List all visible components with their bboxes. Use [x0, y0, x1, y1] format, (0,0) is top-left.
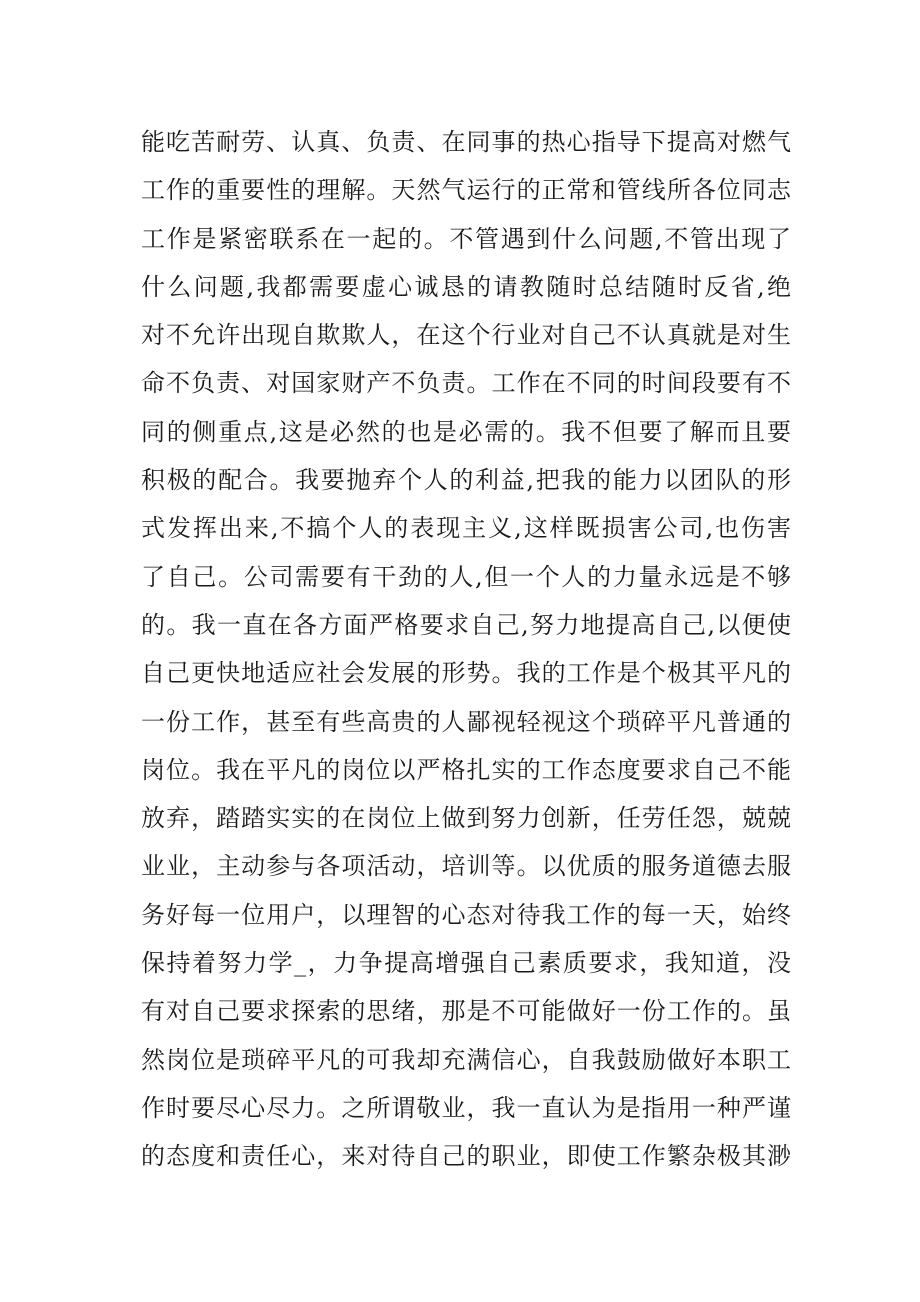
- text-line-18: 保持着努力学_，力争提高增强自己素质要求，我知道，没: [141, 949, 791, 978]
- text-line-15: 放弃，踏踏实实的在岗位上做到努力创新，任劳任怨，兢兢: [141, 804, 791, 833]
- text-line-4: 什么问题,我都需要虚心诚恳的请教随时总结随时反省,绝: [141, 272, 791, 301]
- text-line-14: 岗位。我在平凡的岗位以严格扎实的工作态度要求自己不能: [141, 755, 791, 784]
- text-line-8: 积极的配合。我要抛弃个人的利益,把我的能力以团队的形: [141, 466, 791, 495]
- text-line-9: 式发挥出来,不搞个人的表现主义,这样既损害公司,也伤害: [141, 514, 791, 543]
- text-line-12: 自己更快地适应社会发展的形势。我的工作是个极其平凡的: [141, 659, 791, 688]
- text-line-20: 然岗位是琐碎平凡的可我却充满信心，自我鼓励做好本职工: [141, 1045, 791, 1074]
- text-line-1: 能吃苦耐劳、认真、负责、在同事的热心指导下提高对燃气: [141, 128, 791, 156]
- text-line-19: 有对自己要求探索的思绪，那是不可能做好一份工作的。虽: [141, 997, 791, 1026]
- text-line-3: 工作是紧密联系在一起的。不管遇到什么问题,不管出现了: [141, 224, 791, 253]
- text-line-2: 工作的重要性的理解。天然气运行的正常和管线所各位同志: [141, 176, 791, 205]
- text-line-13: 一份工作，甚至有些高贵的人鄙视轻视这个琐碎平凡普通的: [141, 707, 791, 736]
- text-line-10: 了自己。公司需要有干劲的人,但一个人的力量永远是不够: [141, 562, 791, 591]
- text-line-6: 命不负责、对国家财产不负责。工作在不同的时间段要有不: [141, 369, 791, 398]
- text-line-17: 务好每一位用户，以理智的心态对待我工作的每一天，始终: [141, 900, 791, 929]
- text-line-7: 同的侧重点,这是必然的也是必需的。我不但要了解而且要: [141, 417, 791, 446]
- text-line-11: 的。我一直在各方面严格要求自己,努力地提高自己,以便使: [141, 610, 791, 639]
- text-line-5: 对不允许出现自欺欺人，在这个行业对自己不认真就是对生: [141, 321, 791, 350]
- text-line-22: 的态度和责任心，来对待自己的职业，即使工作繁杂极其渺: [141, 1142, 791, 1171]
- text-line-16: 业业，主动参与各项活动，培训等。以优质的服务道德去服: [141, 852, 791, 881]
- body-text: [141, 118, 791, 1181]
- text-line-21: 作时要尽心尽力。之所谓敬业，我一直认为是指用一种严谨: [141, 1093, 791, 1122]
